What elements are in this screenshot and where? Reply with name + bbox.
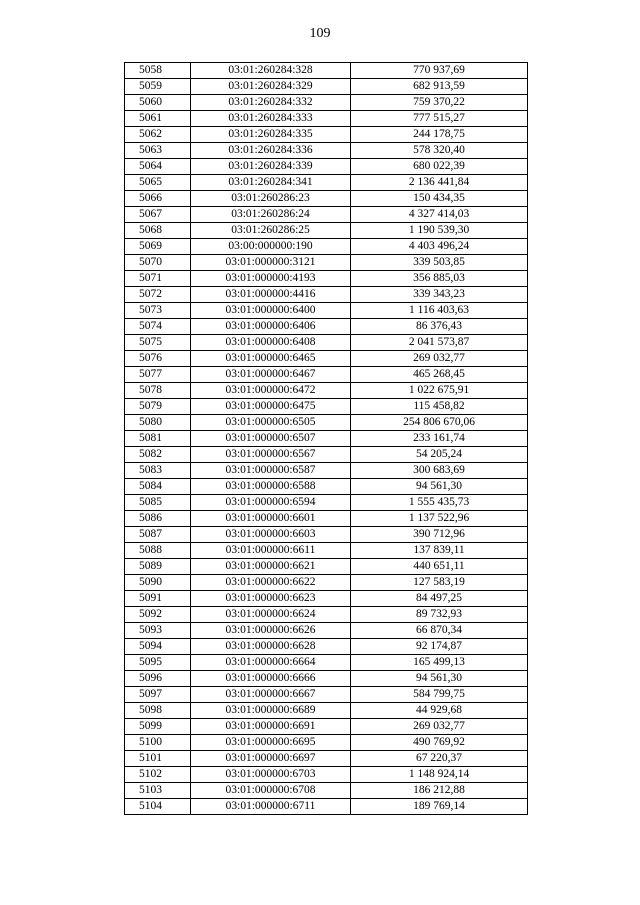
- cadastral-number-cell: 03:01:000000:6507: [191, 431, 351, 447]
- cadastral-number-cell: 03:01:260284:339: [191, 159, 351, 175]
- row-number-cell: 5071: [125, 271, 191, 287]
- cadastral-value-cell: 150 434,35: [351, 191, 528, 207]
- table-row: [125, 63, 528, 79]
- cadastral-value-cell: 1 022 675,91: [351, 383, 528, 399]
- row-number-cell: 5087: [125, 527, 191, 543]
- table-row: [125, 671, 528, 687]
- row-number-cell: 5075: [125, 335, 191, 351]
- row-number-cell: 5098: [125, 703, 191, 719]
- row-number-cell: 5058: [125, 63, 191, 79]
- row-number-cell: 5060: [125, 95, 191, 111]
- row-number-cell: 5097: [125, 687, 191, 703]
- table-row: [125, 79, 528, 95]
- cadastral-number-cell: 03:01:000000:6465: [191, 351, 351, 367]
- cadastral-number-cell: 03:01:000000:6666: [191, 671, 351, 687]
- cadastral-number-cell: 03:01:000000:6408: [191, 335, 351, 351]
- table-row: [125, 591, 528, 607]
- table-row: [125, 511, 528, 527]
- table-row: [125, 351, 528, 367]
- cadastral-number-cell: 03:01:260284:335: [191, 127, 351, 143]
- table-row: [125, 319, 528, 335]
- row-number-cell: 5069: [125, 239, 191, 255]
- table-row: [125, 751, 528, 767]
- cadastral-number-cell: 03:01:000000:6601: [191, 511, 351, 527]
- cadastral-number-cell: 03:01:000000:6711: [191, 799, 351, 815]
- cadastral-number-cell: 03:01:000000:6697: [191, 751, 351, 767]
- table-row: [125, 495, 528, 511]
- cadastral-number-cell: 03:01:260284:329: [191, 79, 351, 95]
- row-number-cell: 5066: [125, 191, 191, 207]
- row-number-cell: 5074: [125, 319, 191, 335]
- table-row: [125, 399, 528, 415]
- row-number-cell: 5065: [125, 175, 191, 191]
- cadastral-number-cell: 03:01:260284:332: [191, 95, 351, 111]
- table-row: [125, 111, 528, 127]
- row-number-cell: 5096: [125, 671, 191, 687]
- cadastral-number-cell: 03:01:000000:6603: [191, 527, 351, 543]
- table-row: [125, 687, 528, 703]
- cadastral-number-cell: 03:01:000000:6621: [191, 559, 351, 575]
- row-number-cell: 5063: [125, 143, 191, 159]
- row-number-cell: 5089: [125, 559, 191, 575]
- cadastral-value-cell: 92 174,87: [351, 639, 528, 655]
- cadastral-value-cell: 490 769,92: [351, 735, 528, 751]
- cadastral-value-cell: 137 839,11: [351, 543, 528, 559]
- table-row: [125, 271, 528, 287]
- row-number-cell: 5061: [125, 111, 191, 127]
- row-number-cell: 5068: [125, 223, 191, 239]
- row-number-cell: 5104: [125, 799, 191, 815]
- cadastral-number-cell: 03:01:000000:6628: [191, 639, 351, 655]
- table-row: [125, 335, 528, 351]
- row-number-cell: 5072: [125, 287, 191, 303]
- cadastral-value-cell: 1 190 539,30: [351, 223, 528, 239]
- cadastral-number-cell: 03:01:000000:6567: [191, 447, 351, 463]
- cadastral-value-cell: 1 148 924,14: [351, 767, 528, 783]
- cadastral-value-cell: 189 769,14: [351, 799, 528, 815]
- cadastral-value-cell: 67 220,37: [351, 751, 528, 767]
- cadastral-value-cell: 4 403 496,24: [351, 239, 528, 255]
- row-number-cell: 5062: [125, 127, 191, 143]
- row-number-cell: 5091: [125, 591, 191, 607]
- cadastral-number-cell: 03:01:260286:23: [191, 191, 351, 207]
- cadastral-number-cell: 03:01:000000:6622: [191, 575, 351, 591]
- row-number-cell: 5099: [125, 719, 191, 735]
- table-row: [125, 559, 528, 575]
- row-number-cell: 5095: [125, 655, 191, 671]
- row-number-cell: 5100: [125, 735, 191, 751]
- cadastral-value-cell: 680 022,39: [351, 159, 528, 175]
- table-row: [125, 719, 528, 735]
- cadastral-number-cell: 03:01:000000:3121: [191, 255, 351, 271]
- cadastral-value-cell: 390 712,96: [351, 527, 528, 543]
- cadastral-number-cell: 03:01:260286:24: [191, 207, 351, 223]
- table-row: [125, 415, 528, 431]
- cadastral-value-cell: 54 205,24: [351, 447, 528, 463]
- row-number-cell: 5086: [125, 511, 191, 527]
- table-row: [125, 303, 528, 319]
- cadastral-number-cell: 03:01:260284:336: [191, 143, 351, 159]
- table-row: [125, 127, 528, 143]
- cadastral-number-cell: 03:01:000000:6588: [191, 479, 351, 495]
- cadastral-number-cell: 03:01:000000:6594: [191, 495, 351, 511]
- row-number-cell: 5092: [125, 607, 191, 623]
- cadastral-number-cell: 03:01:260284:328: [191, 63, 351, 79]
- table-row: [125, 191, 528, 207]
- table-row: [125, 783, 528, 799]
- cadastral-value-cell: 84 497,25: [351, 591, 528, 607]
- row-number-cell: 5081: [125, 431, 191, 447]
- table-row: [125, 159, 528, 175]
- cadastral-number-cell: 03:01:000000:6611: [191, 543, 351, 559]
- cadastral-value-cell: 578 320,40: [351, 143, 528, 159]
- table-row: [125, 143, 528, 159]
- table-body: [125, 63, 528, 815]
- cadastral-value-cell: 682 913,59: [351, 79, 528, 95]
- cadastral-number-cell: 03:01:000000:6400: [191, 303, 351, 319]
- cadastral-number-cell: 03:01:000000:6587: [191, 463, 351, 479]
- row-number-cell: 5070: [125, 255, 191, 271]
- cadastral-value-cell: 1 137 522,96: [351, 511, 528, 527]
- table-row: [125, 207, 528, 223]
- cadastral-value-cell: 186 212,88: [351, 783, 528, 799]
- cadastral-value-cell: 94 561,30: [351, 671, 528, 687]
- table-row: [125, 639, 528, 655]
- table-row: [125, 239, 528, 255]
- row-number-cell: 5079: [125, 399, 191, 415]
- row-number-cell: 5078: [125, 383, 191, 399]
- cadastral-number-cell: 03:01:000000:6703: [191, 767, 351, 783]
- cadastral-number-cell: 03:01:000000:6664: [191, 655, 351, 671]
- row-number-cell: 5094: [125, 639, 191, 655]
- table-row: [125, 447, 528, 463]
- row-number-cell: 5103: [125, 783, 191, 799]
- cadastral-number-cell: 03:01:000000:6467: [191, 367, 351, 383]
- cadastral-number-cell: 03:01:000000:4193: [191, 271, 351, 287]
- cadastral-value-cell: 1 555 435,73: [351, 495, 528, 511]
- cadastral-value-cell: 440 651,11: [351, 559, 528, 575]
- cadastral-value-cell: 584 799,75: [351, 687, 528, 703]
- table-row: [125, 735, 528, 751]
- cadastral-value-cell: 339 503,85: [351, 255, 528, 271]
- cadastral-number-cell: 03:01:000000:6624: [191, 607, 351, 623]
- row-number-cell: 5101: [125, 751, 191, 767]
- cadastral-number-cell: 03:01:260284:333: [191, 111, 351, 127]
- cadastral-number-cell: 03:01:260286:25: [191, 223, 351, 239]
- cadastral-value-cell: 2 041 573,87: [351, 335, 528, 351]
- row-number-cell: 5084: [125, 479, 191, 495]
- cadastral-number-cell: 03:01:000000:6505: [191, 415, 351, 431]
- table-row: [125, 95, 528, 111]
- row-number-cell: 5067: [125, 207, 191, 223]
- row-number-cell: 5076: [125, 351, 191, 367]
- row-number-cell: 5085: [125, 495, 191, 511]
- row-number-cell: 5088: [125, 543, 191, 559]
- table-row: [125, 655, 528, 671]
- table-row: [125, 799, 528, 815]
- cadastral-number-cell: 03:01:000000:6708: [191, 783, 351, 799]
- row-number-cell: 5073: [125, 303, 191, 319]
- row-number-cell: 5080: [125, 415, 191, 431]
- cadastral-number-cell: 03:01:000000:6475: [191, 399, 351, 415]
- cadastral-value-cell: 759 370,22: [351, 95, 528, 111]
- cadastral-value-cell: 89 732,93: [351, 607, 528, 623]
- cadastral-value-cell: 300 683,69: [351, 463, 528, 479]
- cadastral-value-cell: 1 116 403,63: [351, 303, 528, 319]
- cadastral-value-cell: 44 929,68: [351, 703, 528, 719]
- cadastral-value-cell: 94 561,30: [351, 479, 528, 495]
- table-row: [125, 575, 528, 591]
- cadastral-value-cell: 254 806 670,06: [351, 415, 528, 431]
- cadastral-number-cell: 03:01:000000:6689: [191, 703, 351, 719]
- cadastral-number-cell: 03:01:000000:4416: [191, 287, 351, 303]
- row-number-cell: 5082: [125, 447, 191, 463]
- cadastral-value-cell: 66 870,34: [351, 623, 528, 639]
- table-row: [125, 607, 528, 623]
- table-row: [125, 463, 528, 479]
- cadastral-value-cell: 233 161,74: [351, 431, 528, 447]
- table-row: [125, 287, 528, 303]
- page-number: 109: [309, 26, 331, 41]
- row-number-cell: 5077: [125, 367, 191, 383]
- table-row: [125, 223, 528, 239]
- table-row: [125, 703, 528, 719]
- cadastral-value-cell: 777 515,27: [351, 111, 528, 127]
- row-number-cell: 5102: [125, 767, 191, 783]
- row-number-cell: 5093: [125, 623, 191, 639]
- cadastral-value-table: [124, 62, 528, 815]
- cadastral-number-cell: 03:01:000000:6406: [191, 319, 351, 335]
- cadastral-value-cell: 2 136 441,84: [351, 175, 528, 191]
- cadastral-number-cell: 03:01:000000:6691: [191, 719, 351, 735]
- row-number-cell: 5059: [125, 79, 191, 95]
- table-row: [125, 255, 528, 271]
- table-row: [125, 623, 528, 639]
- cadastral-value-cell: 127 583,19: [351, 575, 528, 591]
- cadastral-number-cell: 03:01:000000:6695: [191, 735, 351, 751]
- cadastral-number-cell: 03:01:000000:6626: [191, 623, 351, 639]
- cadastral-value-cell: 165 499,13: [351, 655, 528, 671]
- cadastral-number-cell: 03:00:000000:190: [191, 239, 351, 255]
- table-row: [125, 383, 528, 399]
- cadastral-number-cell: 03:01:000000:6667: [191, 687, 351, 703]
- row-number-cell: 5064: [125, 159, 191, 175]
- table-row: [125, 175, 528, 191]
- cadastral-value-cell: 86 376,43: [351, 319, 528, 335]
- cadastral-number-cell: 03:01:000000:6472: [191, 383, 351, 399]
- cadastral-value-cell: 465 268,45: [351, 367, 528, 383]
- table-row: [125, 431, 528, 447]
- cadastral-value-cell: 269 032,77: [351, 351, 528, 367]
- cadastral-value-cell: 4 327 414,03: [351, 207, 528, 223]
- cadastral-value-cell: 770 937,69: [351, 63, 528, 79]
- table-row: [125, 767, 528, 783]
- table-row: [125, 527, 528, 543]
- row-number-cell: 5083: [125, 463, 191, 479]
- table-row: [125, 543, 528, 559]
- table-row: [125, 367, 528, 383]
- row-number-cell: 5090: [125, 575, 191, 591]
- cadastral-value-cell: 339 343,23: [351, 287, 528, 303]
- cadastral-value-cell: 115 458,82: [351, 399, 528, 415]
- cadastral-number-cell: 03:01:000000:6623: [191, 591, 351, 607]
- cadastral-value-cell: 356 885,03: [351, 271, 528, 287]
- cadastral-value-cell: 269 032,77: [351, 719, 528, 735]
- cadastral-number-cell: 03:01:260284:341: [191, 175, 351, 191]
- table-row: [125, 479, 528, 495]
- cadastral-value-cell: 244 178,75: [351, 127, 528, 143]
